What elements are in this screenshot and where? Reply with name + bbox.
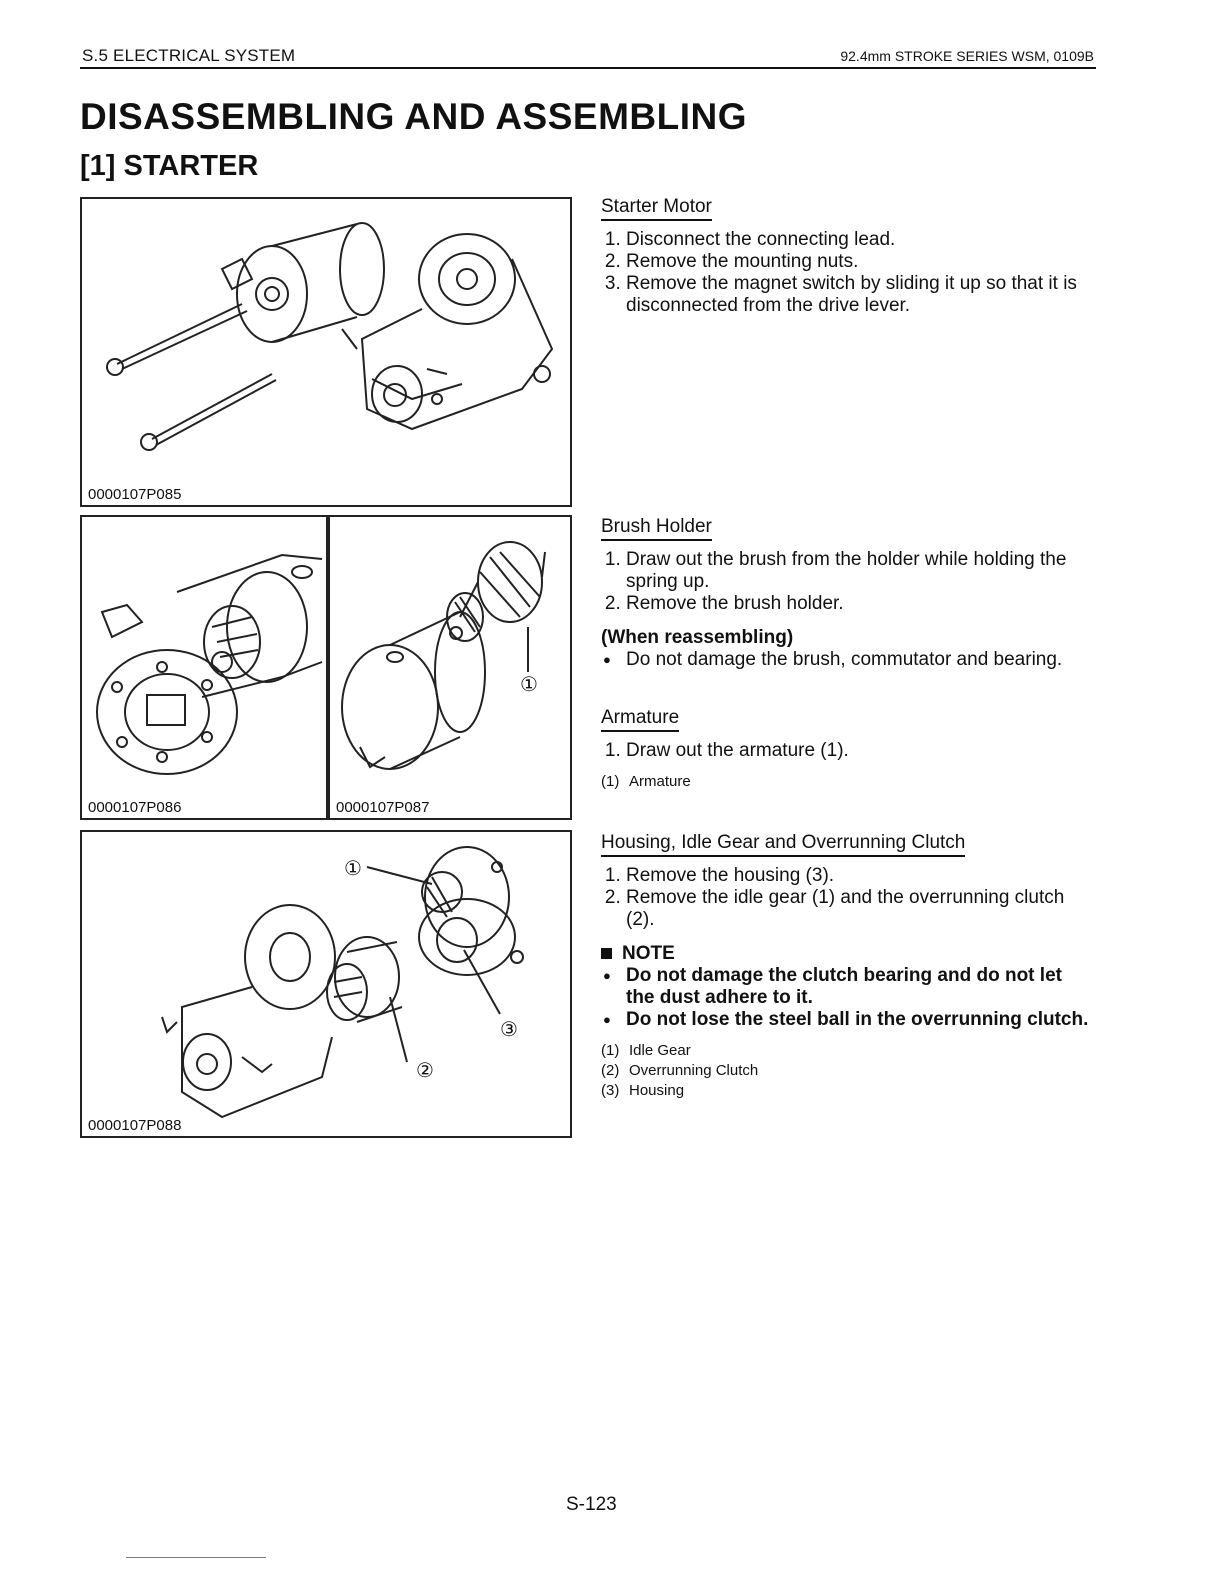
figure-code: 0000107P085 [88,486,184,503]
legend-item: (3) Housing [601,1082,685,1099]
callout-2: ② [416,1060,434,1082]
step: 2. Remove the brush holder. [626,593,1091,615]
step-list [601,549,1091,615]
legend [601,1041,1091,1101]
header-rule [80,67,1096,69]
section-heading: Starter Motor [601,196,712,221]
header-section-label: S.5 ELECTRICAL SYSTEM [82,46,296,65]
step-list [601,865,1091,931]
figure-brush-holder [80,515,328,820]
section-armature [601,707,1091,792]
brush-holder-illustration [82,517,330,822]
step: 1. Draw out the brush from the holder while holding the spring up. [626,549,1091,593]
housing-idle-gear-clutch-illustration [82,832,574,1140]
section-brush-holder [601,516,1091,671]
note-heading: NOTE [601,943,1091,965]
figure-code: 0000107P087 [336,799,432,816]
step: 1. Disconnect the connecting lead. [626,229,1091,251]
step-list [601,740,1091,762]
section-heading: Brush Holder [601,516,712,541]
legend-item: (1) Idle Gear [601,1042,691,1059]
section-subtitle: [1] STARTER [80,150,259,182]
step-list [601,229,1091,317]
section-heading: Housing, Idle Gear and Overrunning Clutch [601,832,965,857]
reassembly-label: (When reassembling) [601,627,794,648]
note-square-icon [601,948,612,959]
starter-motor-exploded-illustration [82,199,574,509]
figure-code: 0000107P088 [88,1117,184,1134]
step: 1. Remove the housing (3). [626,865,1091,887]
legend-item: (2) Overrunning Clutch [601,1062,759,1079]
callout-3: ③ [500,1019,518,1041]
legend-item: (1) Armature [601,773,691,790]
callout-1: ① [344,858,362,880]
section-heading: Armature [601,707,679,732]
armature-illustration [330,517,574,822]
header-manual-code: 92.4mm STROKE SERIES WSM, 0109B [840,48,1094,64]
figure-housing-clutch [80,830,572,1138]
step: 1. Draw out the armature (1). [626,740,1091,762]
section-starter-motor [601,196,1091,317]
callout-1: ① [520,674,538,696]
bullet: ● Do not lose the steel ball in the overrunning clutch. [601,1009,1091,1031]
page-number: S-123 [566,1494,617,1515]
page-title: DISASSEMBLING AND ASSEMBLING [80,96,748,137]
step: 2. Remove the idle gear (1) and the overrunning clutch (2). [626,887,1091,931]
bullet: ● Do not damage the brush, commutator and bearing. [601,649,1091,671]
figure-code: 0000107P086 [88,799,184,816]
step: 2. Remove the mounting nuts. [626,251,1091,273]
legend [601,772,1091,792]
figure-starter-motor [80,197,572,507]
figure-armature [328,515,572,820]
footer-rule [126,1557,266,1558]
section-housing-clutch [601,832,1091,1101]
step: 3. Remove the magnet switch by sliding it up so that it is disconnected from the drive lever. [626,273,1091,317]
bullet: ● Do not damage the clutch bearing and do not let the dust adhere to it. [601,965,1091,1009]
